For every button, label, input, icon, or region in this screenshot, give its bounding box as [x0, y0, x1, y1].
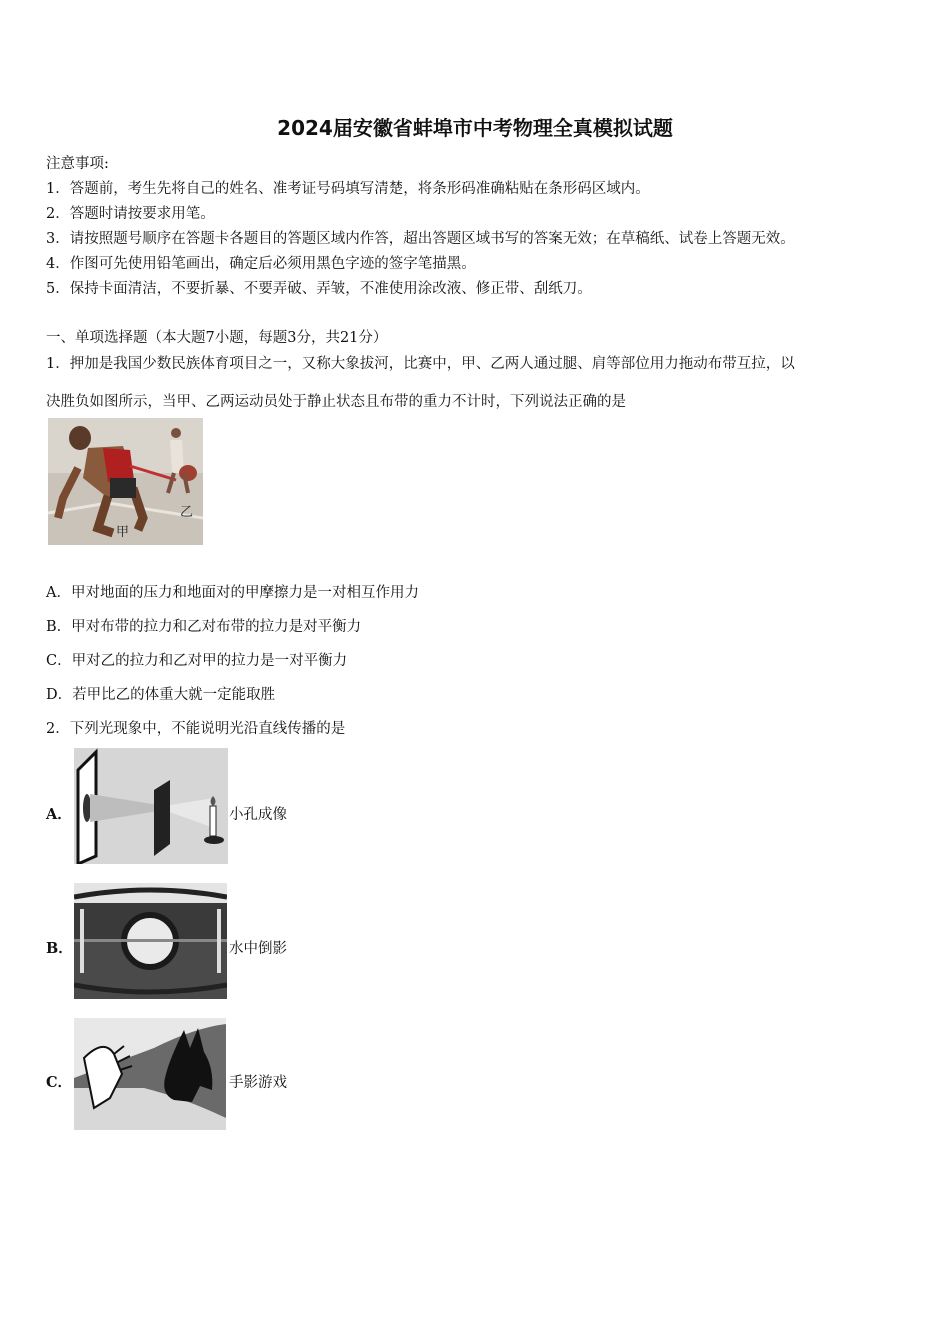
question-1-option-d: D．若甲比乙的体重大就一定能取胜 [46, 687, 276, 703]
figure-label-a: 甲 [116, 525, 130, 540]
option-letter: C． [46, 1074, 73, 1091]
question-1-stem-cont: 决胜负如图所示，当甲、乙两运动员处于静止状态且布带的重力不计时，下列说法正确的是 [46, 394, 626, 410]
notice-item: 2．答题时请按要求用笔。 [46, 206, 215, 222]
bridge-reflection-icon [74, 883, 227, 999]
hand-shadow-icon [74, 1018, 226, 1130]
notice-item: 3．请按照题号顺序在答题卡各题目的答题区域内作答，超出答题区域书写的答案无效；在草稿纸、试卷上答题无效。 [46, 231, 795, 247]
figure-label-b: 乙 [180, 505, 194, 520]
option-letter: A． [46, 806, 72, 823]
question-1-option-b: B．甲对布带的拉力和乙对布带的拉力是对平衡力 [46, 619, 362, 635]
page-title: 2024届安徽省蚌埠市中考物理全真模拟试题 [277, 116, 673, 140]
question-1-option-a: A．甲对地面的压力和地面对的甲摩擦力是一对相互作用力 [46, 585, 419, 601]
option-text: 水中倒影 [229, 941, 287, 957]
pinhole-camera-icon [74, 748, 228, 864]
option-text: 小孔成像 [229, 807, 287, 823]
notice-heading: 注意事项: [46, 156, 109, 172]
tug-of-war-figure [48, 418, 203, 545]
question-1-option-c: C．甲对乙的拉力和乙对甲的拉力是一对平衡力 [46, 653, 348, 669]
section-heading: 一、单项选择题（本大题7小题，每题3分，共21分） [46, 330, 388, 346]
option-text: 手影游戏 [229, 1075, 287, 1091]
notice-item: 5．保持卡面清洁，不要折暴、不要弄破、弄皱，不准使用涂改液、修正带、刮纸刀。 [46, 281, 592, 297]
question-1-stem: 1．押加是我国少数民族体育项目之一，又称大象拔河，比赛中，甲、乙两人通过腿、肩等部位用力拖动布带互拉，以 [46, 356, 795, 372]
option-letter: B． [46, 940, 73, 957]
question-2-stem: 2．下列光现象中，不能说明光沿直线传播的是 [46, 721, 346, 737]
notice-item: 4．作图可先使用铅笔画出，确定后必须用黑色字迹的签字笔描黑。 [46, 256, 476, 272]
notice-item: 1．答题前，考生先将自己的姓名、准考证号码填写清楚，将条形码准确粘贴在条形码区域内。 [46, 181, 650, 197]
